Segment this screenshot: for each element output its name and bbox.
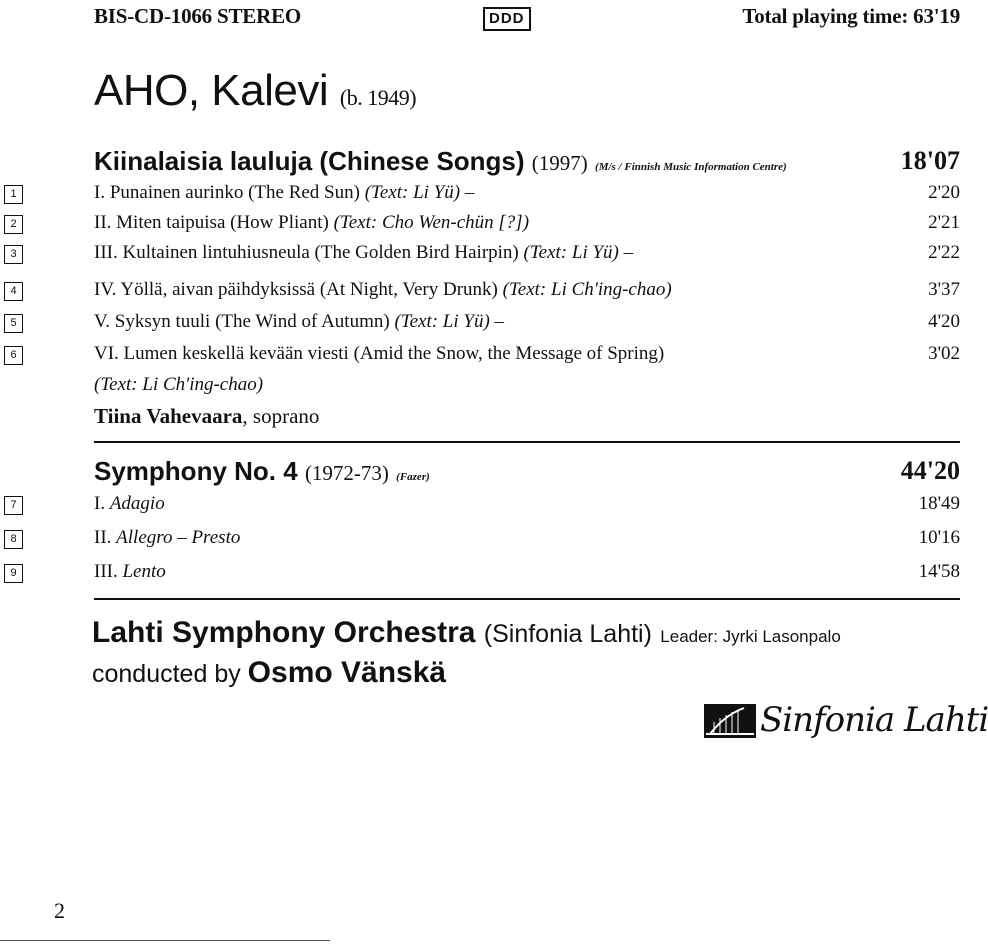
track-row bbox=[0, 493, 960, 523]
conductor-line bbox=[92, 656, 446, 690]
movement-number: III. bbox=[94, 561, 118, 582]
composer-birth: (b. 1949) bbox=[339, 85, 417, 110]
track-duration: 2'21 bbox=[928, 212, 960, 233]
total-playing-time: Total playing time: 63'19 bbox=[742, 4, 960, 28]
track-number-box: 6 bbox=[4, 346, 23, 365]
track-duration: 18'49 bbox=[918, 493, 960, 514]
track-duration: 10'16 bbox=[918, 527, 960, 548]
orchestra-alt-name: (Sinfonia Lahti) bbox=[483, 620, 652, 648]
work-publisher: (Fazer) bbox=[396, 471, 430, 483]
composer-heading bbox=[94, 66, 416, 116]
track-row bbox=[0, 343, 960, 373]
composer-name: AHO, Kalevi bbox=[94, 66, 329, 115]
section-divider bbox=[94, 441, 960, 443]
work-symphony-4 bbox=[94, 456, 960, 490]
work-duration: 44'20 bbox=[900, 456, 960, 485]
soloist-name: Tiina Vahevaara bbox=[94, 404, 243, 428]
track-title: II. Miten taipuisa (How Pliant) bbox=[94, 212, 329, 233]
orchestra-leader: Leader: Jyrki Lasonpalo bbox=[660, 627, 841, 646]
track-duration: 2'20 bbox=[928, 182, 960, 203]
track-title: III. Kultainen lintuhiusneula (The Golden Bird Hairpin) bbox=[94, 242, 519, 263]
orchestra-name: Lahti Symphony Orchestra bbox=[92, 616, 476, 649]
track-lyricist: (Text: Li Yü) – bbox=[523, 242, 634, 263]
soloist bbox=[94, 404, 319, 429]
track-title-line bbox=[94, 493, 165, 515]
bottom-divider bbox=[0, 940, 330, 941]
work-publisher: (M/s / Finnish Music Information Centre) bbox=[595, 161, 787, 173]
page-number: 2 bbox=[54, 898, 65, 923]
track-row bbox=[0, 279, 960, 309]
track-lyricist: (Text: Li Yü) – bbox=[394, 311, 505, 332]
work-duration: 18'07 bbox=[900, 146, 960, 175]
work-year: (1997) bbox=[531, 151, 588, 175]
movement-number: II. bbox=[94, 527, 112, 548]
track-row bbox=[0, 311, 960, 341]
track-number-box: 9 bbox=[4, 564, 23, 583]
track-number-box: 3 bbox=[4, 245, 23, 264]
track-duration: 3'37 bbox=[928, 279, 960, 300]
track-number-box: 1 bbox=[4, 185, 23, 204]
track-title-line bbox=[94, 182, 474, 204]
track-lyricist: (Text: Li Yü) – bbox=[364, 182, 475, 203]
track-row bbox=[0, 561, 960, 591]
track-number-box: 7 bbox=[4, 496, 23, 515]
track-row bbox=[0, 527, 960, 557]
ddd-badge: DDD bbox=[483, 7, 531, 31]
track-number-box: 2 bbox=[4, 215, 23, 234]
track-title-line bbox=[94, 212, 529, 234]
work-chinese-songs bbox=[94, 146, 960, 180]
track-row bbox=[0, 212, 960, 242]
work-year: (1972-73) bbox=[304, 461, 389, 485]
sinfonia-lahti-logo-text: Sinfonia Lahti bbox=[760, 700, 988, 740]
track-duration: 14'58 bbox=[918, 561, 960, 582]
track-title: I. Punainen aurinko (The Red Sun) bbox=[94, 182, 360, 203]
movement-tempo: Lento bbox=[122, 561, 166, 582]
track-title: IV. Yöllä, aivan päihdyksissä (At Night, Very Drunk) bbox=[94, 279, 498, 300]
work-title: Kiinalaisia lauluja (Chinese Songs) bbox=[94, 146, 525, 176]
track-title-line bbox=[94, 343, 664, 365]
track-duration: 4'20 bbox=[928, 311, 960, 332]
movement-number: I. bbox=[94, 493, 106, 514]
track-title-line bbox=[94, 561, 166, 583]
track-title: V. Syksyn tuuli (The Wind of Autumn) bbox=[94, 311, 390, 332]
orchestra-line bbox=[92, 616, 841, 650]
track-title-line bbox=[94, 527, 240, 549]
work-title: Symphony No. 4 bbox=[94, 456, 298, 486]
track-number-box: 4 bbox=[4, 282, 23, 301]
catalog-number: BIS-CD-1066 STEREO bbox=[94, 4, 302, 28]
track-duration: 2'22 bbox=[928, 242, 960, 263]
track-row bbox=[0, 182, 960, 212]
track-title-line bbox=[94, 242, 633, 264]
track-row bbox=[0, 242, 960, 272]
soloist-role: , soprano bbox=[242, 404, 320, 428]
track-lyricist: (Text: Cho Wen-chün [?]) bbox=[333, 212, 530, 233]
movement-tempo: Adagio bbox=[109, 493, 165, 514]
track-number-box: 8 bbox=[4, 530, 23, 549]
section-divider bbox=[94, 598, 960, 600]
conducted-by-label: conducted by bbox=[92, 660, 241, 688]
track-duration: 3'02 bbox=[928, 343, 960, 364]
sinfonia-lahti-logo-mark bbox=[704, 704, 756, 738]
conductor-name: Osmo Vänskä bbox=[247, 656, 447, 689]
track-title-line bbox=[94, 311, 504, 333]
track-number-box: 5 bbox=[4, 314, 23, 333]
movement-tempo: Allegro – Presto bbox=[116, 527, 241, 548]
track-title: VI. Lumen keskellä kevään viesti (Amid the Snow, the Message of Spring) bbox=[94, 343, 665, 364]
track-title-line bbox=[94, 279, 672, 301]
track-lyricist-continuation: (Text: Li Ch'ing-chao) bbox=[94, 374, 264, 395]
harp-icon bbox=[704, 704, 756, 738]
track-lyricist: (Text: Li Ch'ing-chao) bbox=[502, 279, 672, 300]
